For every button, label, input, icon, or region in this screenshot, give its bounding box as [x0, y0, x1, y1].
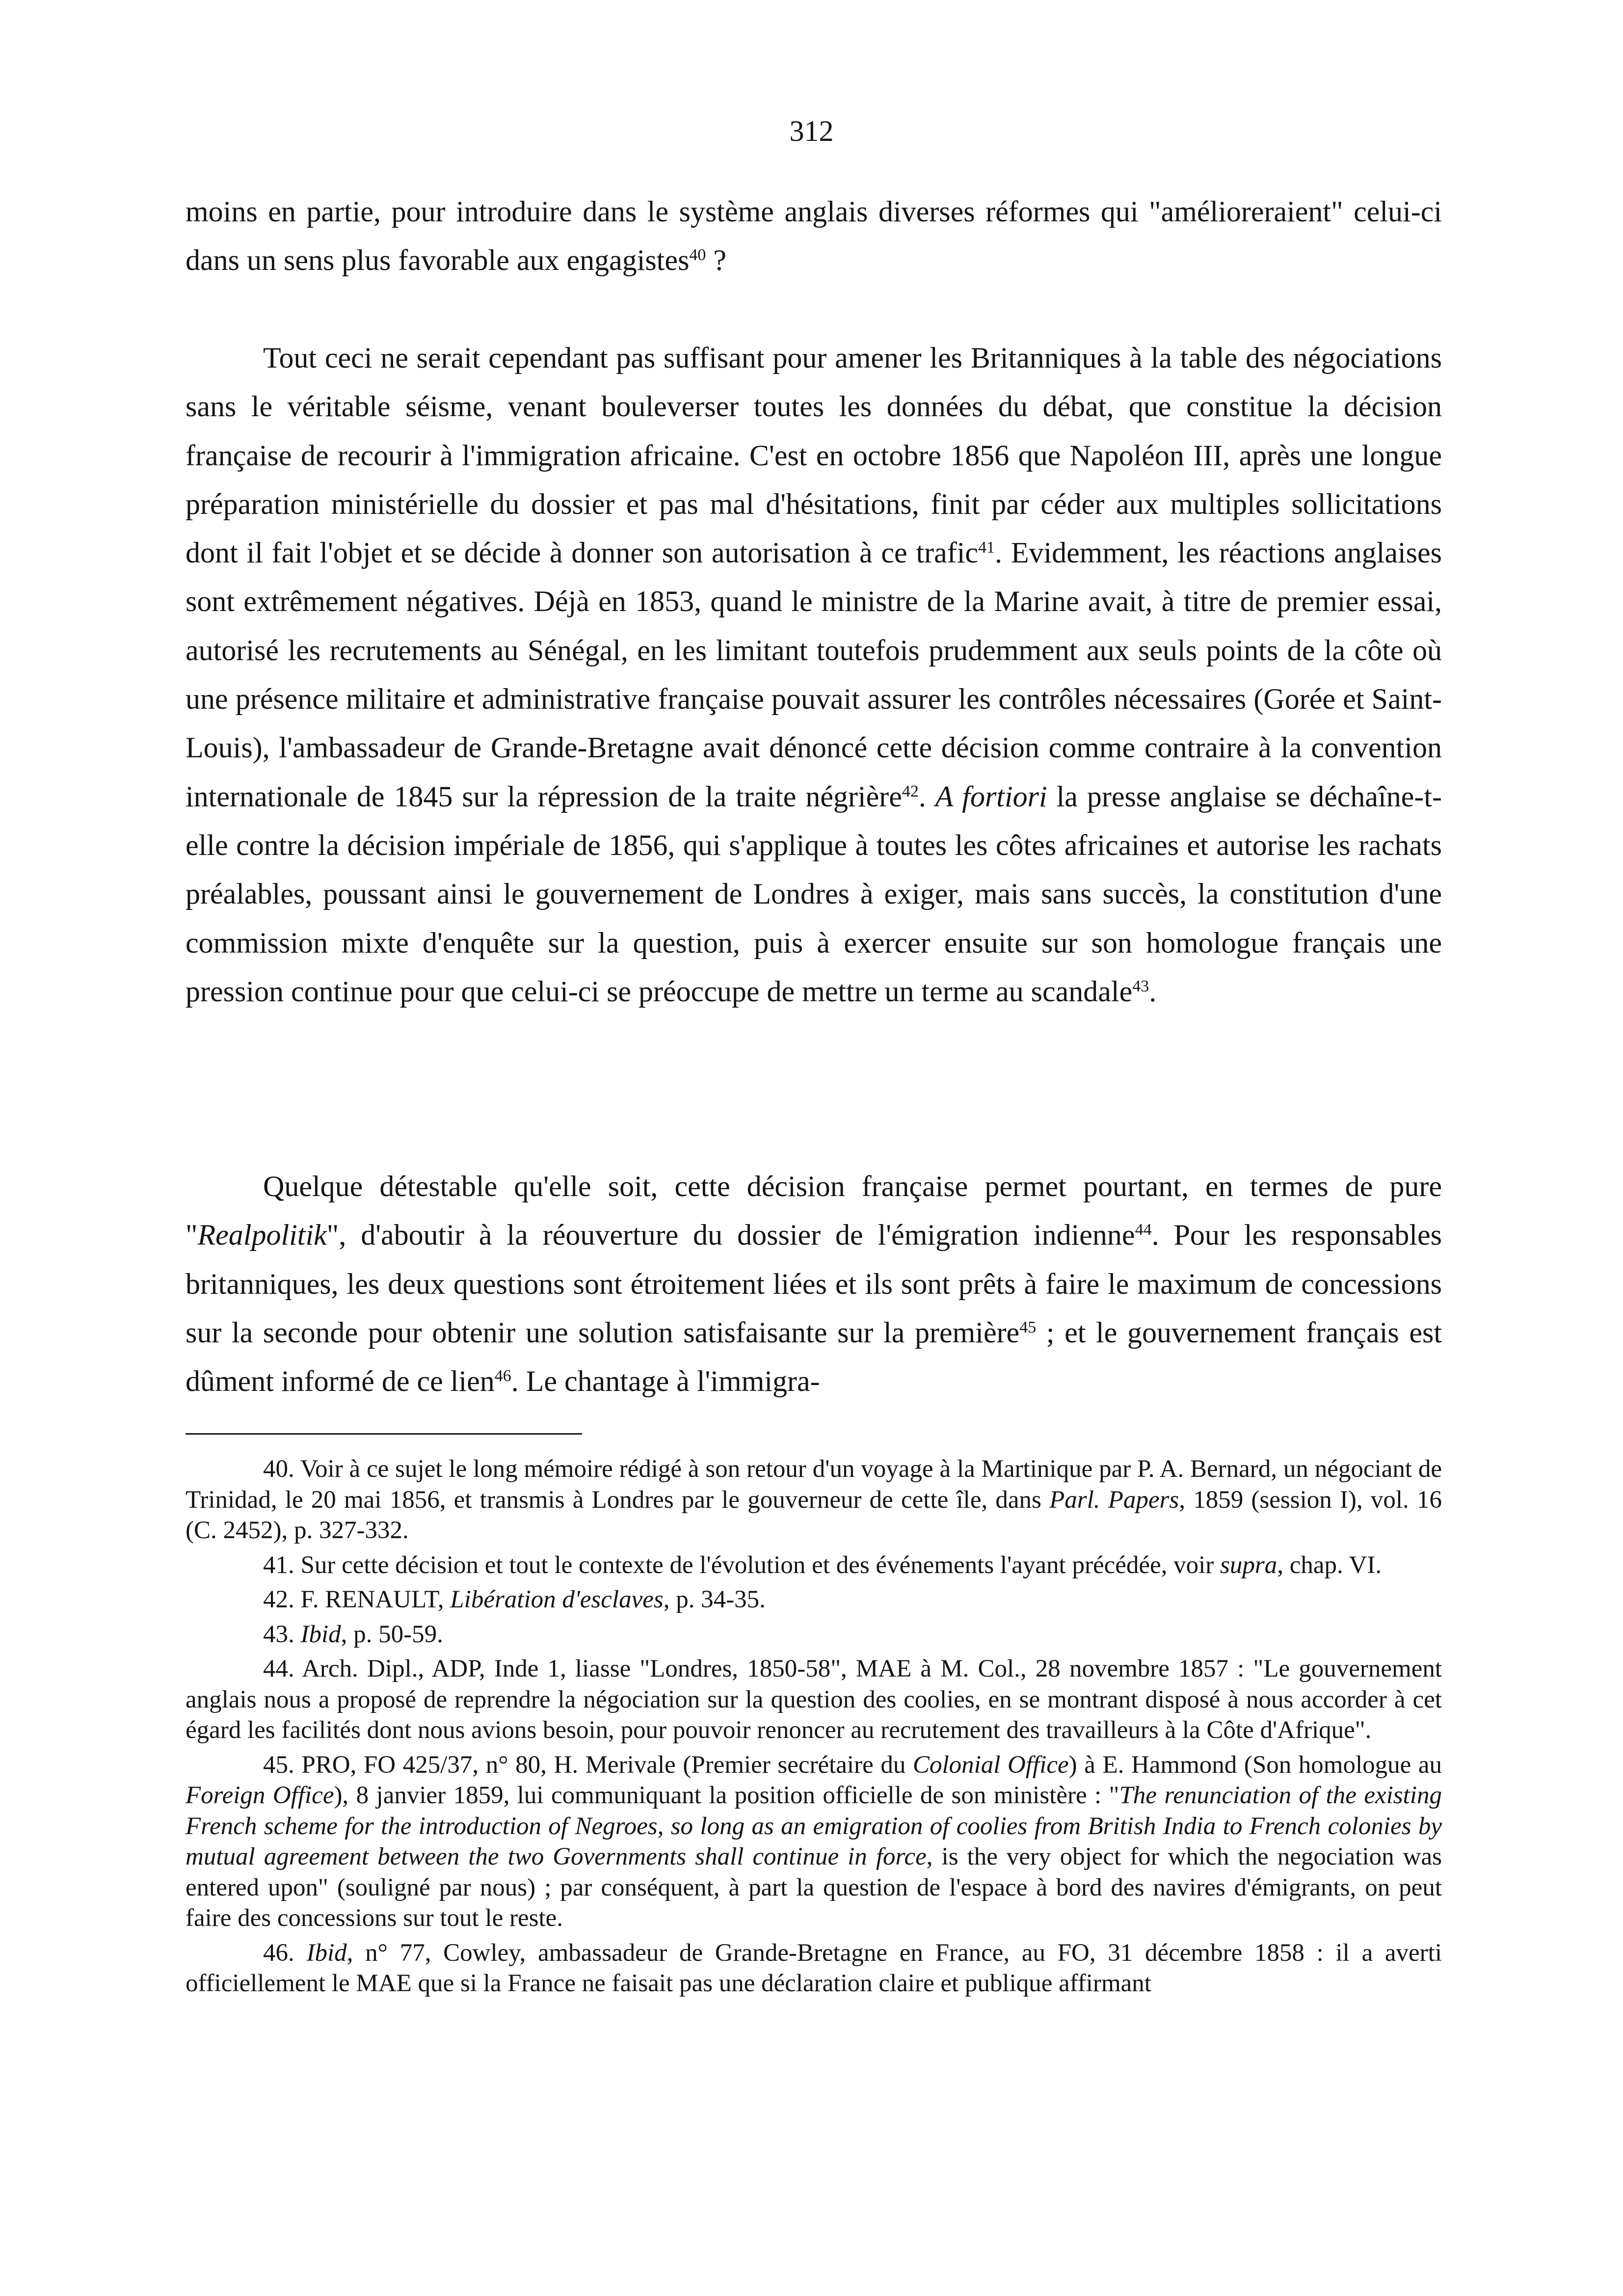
footnote-42 — [186, 1584, 1442, 1615]
footnote-45 — [186, 1750, 1442, 1934]
text-run: 46. — [263, 1939, 307, 1967]
text-run: 44. Arch. Dipl., ADP, Inde 1, liasse "Londres, 1850-58", MAE à M. Col., 28 novembre 1857 : "Le gouvernement anglais nous a proposé de reprendre la négociation sur la question des coolies, en se montrant disposé à nous accorder à cet égard les facilités dont nous avions besoin, pour pouvoir renoncer au recrutement des travailleurs à la Côte d'Afrique". — [186, 1655, 1442, 1744]
footnote-ref-42[interactable]: 42 — [902, 782, 919, 801]
text-run: 43. — [263, 1620, 301, 1648]
text-run: Tout ceci ne serait cependant pas suffisant pour amener les Britanniques à la table des négociations sans le véritable séisme, venant bouleverser toutes les données du débat, que constitue la décision française de recourir à l'immigration africaine. C'est en octobre 1856 que Napoléon III, après une longue préparation ministérielle du dossier et pas mal d'hésitations, finit par céder aux multiples sollicitations dont il fait l'objet et se décide à donner son autorisation à ce trafic — [186, 342, 1442, 569]
text-run: la presse anglaise se déchaîne-t-elle contre la décision impériale de 1856, qui s'applique à toutes les côtes africaines et autorise les rachats préalables, poussant ainsi le gouvernement de Londres à exiger, mais sans succès, la constitution d'une commission mixte d'enquête sur la question, puis à exercer ensuite sur son homologue français une pression continue pour que celui-ci se préoccupe de mettre un terme au scandale — [186, 780, 1442, 1008]
text-run: , p. 34-35. — [663, 1586, 766, 1613]
text-run: , 1859 (session I), vol. 16 (C. 2452), p. 327-332. — [186, 1486, 1442, 1544]
text-run: , p. 50-59. — [341, 1620, 443, 1648]
text-run: . Pour les responsables britanniques, les deux questions sont étroitement liées et ils sont prêts à faire le maximum de concessions sur la seconde pour obtenir une solution satisfaisante sur la première — [186, 1219, 1442, 1349]
body-paragraph-1 — [186, 187, 1442, 285]
footnote-ref-40[interactable]: 40 — [689, 246, 706, 265]
text-run: , is the very object for which the negociation was entered upon" (souligné par nous) ; par conséquent, à part la question de l'espace à bord des navires d'émigrants, on peut faire des concessions sur tout le reste. — [186, 1843, 1442, 1932]
text-run: . — [1149, 975, 1157, 1008]
body-paragraph-2 — [186, 334, 1442, 1016]
footnote-44 — [186, 1654, 1442, 1746]
text-run: moins en partie, pour introduire dans le système anglais diverses réformes qui "amélioreraient" celui-ci dans un sens plus favorable aux engagistes — [186, 195, 1442, 277]
footnote-ref-45[interactable]: 45 — [1019, 1318, 1037, 1336]
footnote-43 — [186, 1619, 1442, 1650]
page-number: 312 — [789, 115, 834, 147]
footnote-41 — [186, 1550, 1442, 1581]
text-run: 45. PRO, FO 425/37, n° 80, H. Merivale (Premier secrétaire du — [263, 1751, 913, 1779]
text-run: ), 8 janvier 1859, lui communiquant la position officielle de son ministère : " — [334, 1782, 1119, 1809]
footnotes-section — [186, 1454, 1442, 2003]
text-run: 40. Voir à ce sujet le long mémoire rédigé à son retour d'un voyage à la Martinique par P. A. Bernard, un négociant de Trinidad, le 20 mai 1856, et transmis à Londres par le gouverneur de cette île, dans — [186, 1455, 1442, 1514]
italic-text: Colonial Office — [912, 1751, 1069, 1779]
italic-text: Realpolitik — [197, 1219, 327, 1252]
footnote-ref-43[interactable]: 43 — [1132, 977, 1149, 995]
text-run: 42. F. RENAULT, — [263, 1586, 451, 1613]
footnote-46 — [186, 1938, 1442, 1999]
italic-text: The renunciation of the existing French scheme for the introduction of Negroes, so long as an emigration of coolies from British India to French colonies by mutual agreement between the two Governments shall continue in force — [186, 1782, 1442, 1870]
italic-text: Parl. Papers — [1049, 1486, 1179, 1514]
text-run: Quelque détestable qu'elle soit, cette décision française permet pourtant, en termes de pure " — [186, 1170, 1442, 1252]
body-paragraph-3 — [186, 1162, 1442, 1406]
footnote-ref-41[interactable]: 41 — [978, 538, 995, 557]
text-run: . Le chantage à l'immigra- — [511, 1365, 820, 1398]
text-run: . — [918, 780, 935, 813]
text-run: ) à E. Hammond (Son homologue au — [1068, 1751, 1442, 1779]
text-run: . Evidemment, les réactions anglaises sont extrêmement négatives. Déjà en 1853, quand le ministre de la Marine avait, à titre de premier essai, autorisé les recrutements au Sénégal, en les limitant toutefois prudemment aux seuls points de la côte où une présence militaire et administrative française pouvait assurer les contrôles nécessaires (Gorée et Saint-Louis), l'ambassadeur de Grande-Bretagne avait dénoncé cette décision comme contraire à la convention internationale de 1845 sur la répression de la traite négrière — [186, 536, 1442, 813]
text-run: , n° 77, Cowley, ambassadeur de Grande-Bretagne en France, au FO, 31 décembre 1858 : il a averti officiellement le MAE que si la France ne faisait pas une déclaration claire et publique affirmant — [186, 1939, 1442, 1997]
text-run: ; et le gouvernement français est dûment informé de ce lien — [186, 1316, 1442, 1398]
text-run: , chap. VI. — [1277, 1551, 1382, 1579]
footnote-separator — [186, 1433, 582, 1435]
italic-text: Libération d'esclaves — [450, 1586, 664, 1613]
italic-text: A fortiori — [935, 780, 1047, 813]
italic-text: Foreign Office — [186, 1782, 334, 1809]
text-run: 41. Sur cette décision et tout le contexte de l'évolution et des événements l'ayant précédée, voir — [263, 1551, 1221, 1579]
italic-text: Ibid — [300, 1620, 341, 1648]
text-run: ", d'aboutir à la réouverture du dossier de l'émigration indienne — [326, 1219, 1135, 1252]
italic-text: supra — [1220, 1551, 1277, 1579]
text-run: ? — [706, 244, 727, 277]
footnote-40 — [186, 1454, 1442, 1546]
footnote-ref-46[interactable]: 46 — [494, 1367, 511, 1386]
italic-text: Ibid — [306, 1939, 347, 1967]
footnote-ref-44[interactable]: 44 — [1135, 1221, 1152, 1239]
